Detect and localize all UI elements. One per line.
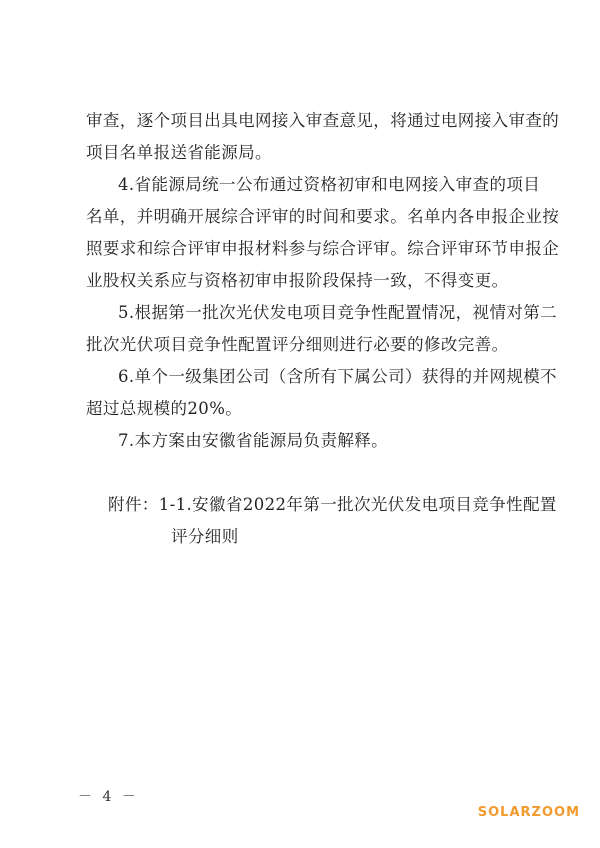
solarzoom-watermark: SOLARZOOM (477, 805, 580, 820)
attachment-line-1: 附件：1-1.安徽省2022年第一批次光伏发电项目竞争性配置 (108, 495, 557, 514)
page-number: － 4 － (78, 789, 139, 805)
attachment-line-2: 评分细则 (171, 527, 239, 546)
paragraph-4-line-3: 照要求和综合评审申报材料参与综合评审。综合评审环节申报企 (86, 239, 560, 258)
paragraph-4-line-4: 业股权关系应与资格初审申报阶段保持一致，不得变更。 (86, 271, 509, 290)
paragraph-4-line-1: 4.省能源局统一公布通过资格初审和电网接入审查的项目 (118, 175, 541, 194)
paragraph-3-line-1: 审查，逐个项目出具电网接入审查意见，将通过电网接入审查的 (86, 111, 560, 130)
paragraph-5-line-1: 5.根据第一批次光伏发电项目竞争性配置情况，视情对第二 (118, 303, 558, 322)
paragraph-7-line-1: 7.本方案由安徽省能源局负责解释。 (118, 431, 389, 450)
paragraph-4-line-2: 名单，并明确开展综合评审的时间和要求。名单内各申报企业按 (86, 207, 560, 226)
paragraph-6-line-1: 6.单个一级集团公司（含所有下属公司）获得的并网规模不 (118, 367, 558, 386)
paragraph-6-line-2: 超过总规模的20%。 (86, 399, 243, 418)
paragraph-5-line-2: 批次光伏项目竞争性配置评分细则进行必要的修改完善。 (86, 335, 509, 354)
paragraph-3-line-2: 项目名单报送省能源局。 (86, 143, 272, 162)
